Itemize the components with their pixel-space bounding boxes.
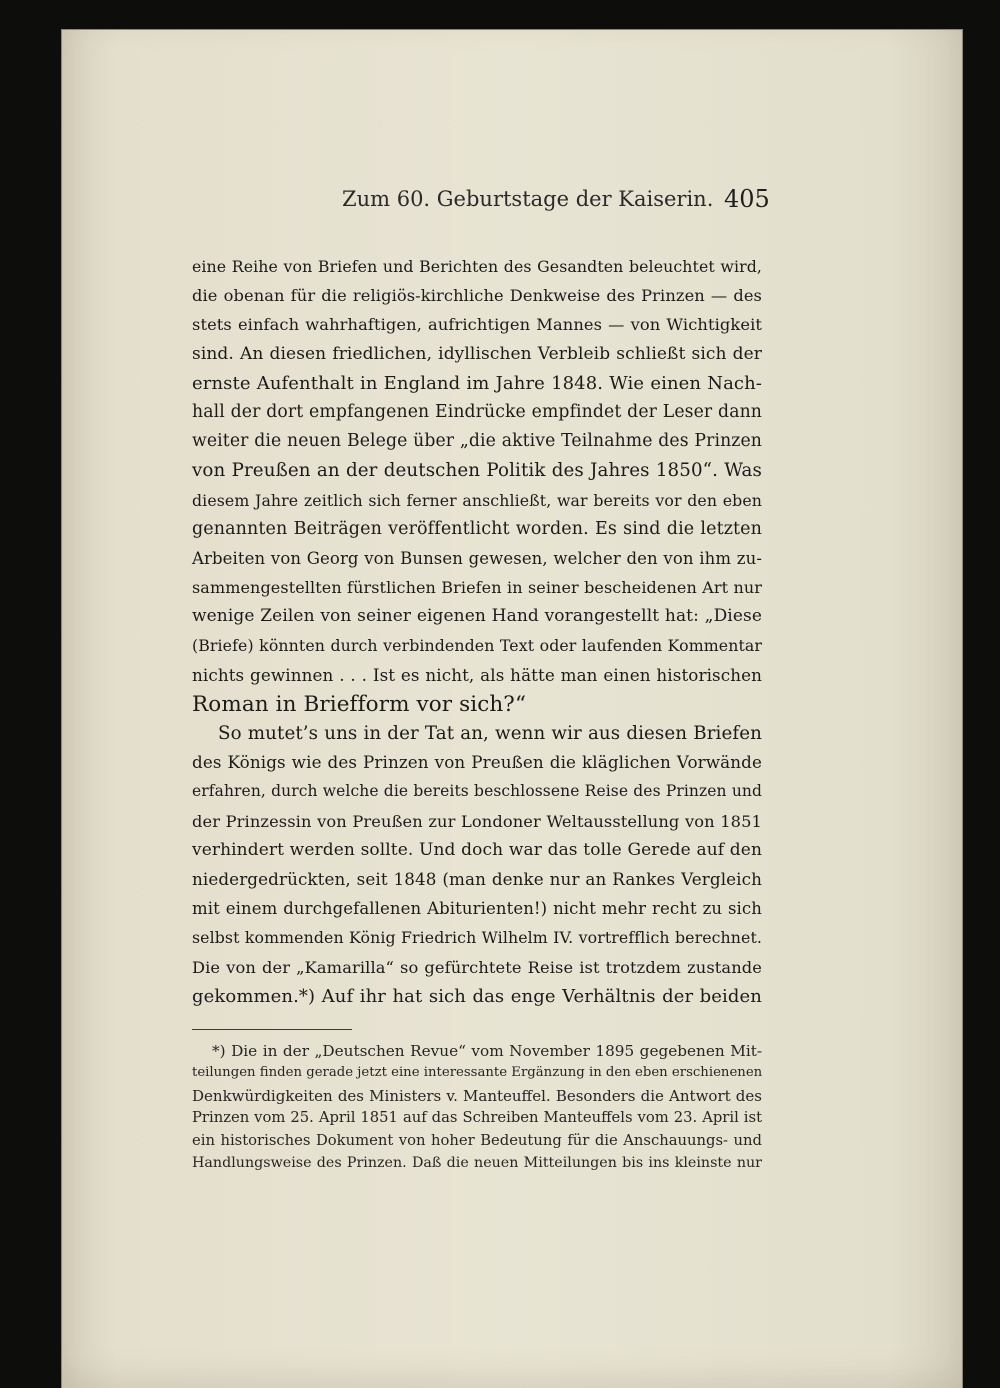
text-line: selbst kommenden König Friedrich Wilhelm IV. vortrefflich berechnet. <box>192 928 762 948</box>
text-line: (Briefe) könnten durch verbindenden Text oder laufenden Kommentar <box>192 636 762 656</box>
text-line: von Preußen an der deutschen Politik des Jahres 1850“. Was <box>192 460 762 482</box>
footnote-line: Denkwürdigkeiten des Ministers v. Manteuffel. Besonders die Antwort des <box>192 1086 762 1105</box>
body-text <box>192 252 762 1011</box>
text-line: die obenan für die religiös-kirchliche Denkweise des Prinzen — des <box>192 286 762 306</box>
text-line: gekommen.*) Auf ihr hat sich das enge Verhältnis der beiden <box>192 985 762 1007</box>
running-head <box>62 185 962 225</box>
text-line: eine Reihe von Briefen und Berichten des Gesandten beleuchtet wird, <box>192 257 762 276</box>
text-line: niedergedrückten, seit 1848 (man denke nur an Rankes Vergleich <box>192 868 762 889</box>
text-line: sammengestellten fürstlichen Briefen in seiner bescheidenen Art nur <box>192 578 762 598</box>
text-line: diesem Jahre zeitlich sich ferner anschließt, war bereits vor den eben <box>192 490 762 510</box>
text-line: sind. An diesen friedlichen, idyllischen Verbleib schließt sich der <box>192 343 762 364</box>
book-page <box>62 30 962 1388</box>
text-line: der Prinzessin von Preußen zur Londoner Weltausstellung von 1851 <box>192 811 762 831</box>
text-line: genannten Beiträgen veröffentlicht worden. Es sind die letzten <box>192 518 762 539</box>
page-number: 405 <box>724 185 770 213</box>
footnote-line: ein historisches Dokument von hoher Bedeutung für die Anschauungs- und <box>192 1131 762 1149</box>
text-line: wenige Zeilen von seiner eigenen Hand vorangestellt hat: „Diese <box>192 606 762 627</box>
text-line: ernste Aufenthalt in England im Jahre 1848. Wie einen Nach- <box>192 372 762 394</box>
text-line: Roman in Briefform vor sich?“ <box>192 691 527 717</box>
footnote-line: Prinzen vom 25. April 1851 auf das Schreiben Manteuffels vom 23. April ist <box>192 1109 762 1127</box>
text-line: des Königs wie des Prinzen von Preußen die kläglichen Vorwände <box>192 752 762 773</box>
text-line: mit einem durchgefallenen Abiturienten!) nicht mehr recht zu sich <box>192 899 762 919</box>
footnote-line: teilungen finden gerade jetzt eine interessante Ergänzung in den eben erschienenen <box>192 1065 763 1081</box>
text-line: hall der dort empfangenen Eindrücke empfindet der Leser dann <box>192 401 762 422</box>
text-line: nichts gewinnen . . . Ist es nicht, als hätte man einen historischen <box>192 664 762 685</box>
text-line: erfahren, durch welche die bereits beschlossene Reise des Prinzen und <box>192 782 762 801</box>
text-line: Die von der „Kamarilla“ so gefürchtete Reise ist trotzdem zustande <box>192 957 762 977</box>
text-line: So mutet’s uns in der Tat an, wenn wir aus diesen Briefen <box>218 723 762 744</box>
footnote-line: Handlungsweise des Prinzen. Daß die neuen Mitteilungen bis ins kleinste nur <box>192 1154 762 1171</box>
running-head-title: Zum 60. Geburtstage der Kaiserin. <box>342 187 714 211</box>
footnote-rule <box>192 1029 352 1030</box>
text-line: Arbeiten von Georg von Bunsen gewesen, welcher den von ihm zu- <box>192 548 762 568</box>
text-line: stets einfach wahrhaftigen, aufrichtigen Mannes — von Wichtigkeit <box>192 315 762 335</box>
footnotes <box>192 1040 762 1174</box>
footnote-line: *) Die in der „Deutschen Revue“ vom November 1895 gegebenen Mit- <box>212 1042 762 1060</box>
text-line: verhindert werden sollte. Und doch war das tolle Gerede auf den <box>192 839 762 860</box>
text-line: weiter die neuen Belege über „die aktive Teilnahme des Prinzen <box>192 431 762 452</box>
